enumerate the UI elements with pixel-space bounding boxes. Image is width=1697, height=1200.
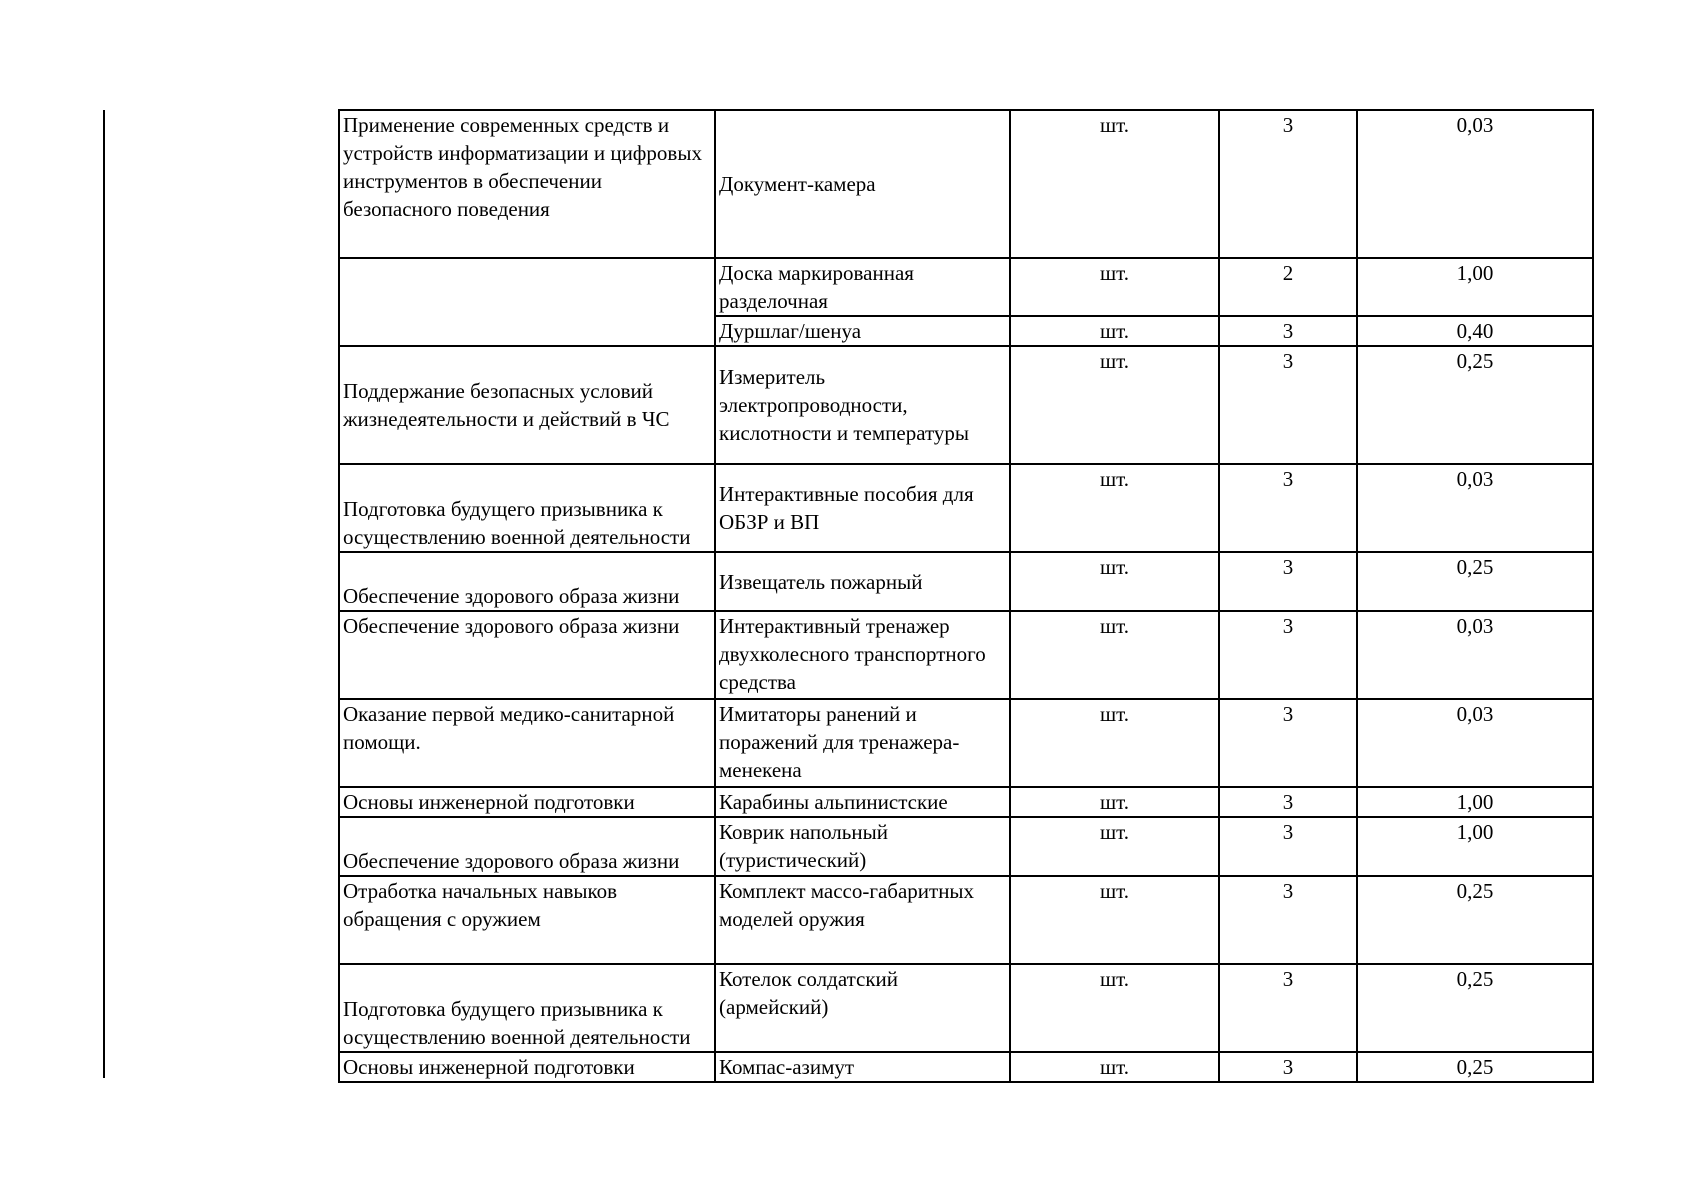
ratio-cell: 0,03 [1357, 699, 1593, 787]
ratio-cell: 0,25 [1357, 876, 1593, 964]
section-cell: Основы инженерной подготовки [339, 1052, 715, 1082]
item-cell: Интерактивный тренажер двухколесного транспортного средства [715, 611, 1010, 699]
table-row [339, 817, 1593, 876]
quantity-cell: 3 [1219, 110, 1357, 258]
ratio-cell: 0,03 [1357, 464, 1593, 552]
ratio-cell: 0,40 [1357, 316, 1593, 346]
table-row [339, 346, 1593, 464]
item-cell: Компас-азимут [715, 1052, 1010, 1082]
unit-cell: шт. [1010, 1052, 1219, 1082]
table-row [339, 876, 1593, 964]
quantity-cell: 3 [1219, 787, 1357, 817]
unit-cell: шт. [1010, 316, 1219, 346]
ratio-cell: 0,25 [1357, 346, 1593, 464]
section-cell: Оказание первой медико-санитарной помощи. [339, 699, 715, 787]
item-cell: Доска маркированная разделочная [715, 258, 1010, 316]
item-cell: Коврик напольный (туристический) [715, 817, 1010, 876]
unit-cell: шт. [1010, 787, 1219, 817]
unit-cell: шт. [1010, 552, 1219, 611]
unit-cell: шт. [1010, 346, 1219, 464]
table-row [339, 699, 1593, 787]
section-cell: Основы инженерной подготовки [339, 787, 715, 817]
quantity-cell: 3 [1219, 699, 1357, 787]
section-cell: Отработка начальных навыков обращения с оружием [339, 876, 715, 964]
ratio-cell: 0,03 [1357, 611, 1593, 699]
unit-cell: шт. [1010, 876, 1219, 964]
unit-cell: шт. [1010, 964, 1219, 1052]
section-cell: Подготовка будущего призывника к осуществлению военной деятельности [339, 464, 715, 552]
quantity-cell: 3 [1219, 611, 1357, 699]
unit-cell: шт. [1010, 817, 1219, 876]
item-cell: Документ-камера [715, 110, 1010, 258]
table-row [339, 552, 1593, 611]
quantity-cell: 3 [1219, 464, 1357, 552]
table-row [339, 964, 1593, 1052]
unit-cell: шт. [1010, 611, 1219, 699]
item-cell: Имитаторы ранений и поражений для тренажера-менекена [715, 699, 1010, 787]
section-cell: Поддержание безопасных условий жизнедеятельности и действий в ЧС [339, 346, 715, 464]
ratio-cell: 1,00 [1357, 787, 1593, 817]
section-cell [339, 258, 715, 346]
section-cell: Применение современных средств и устройств информатизации и цифровых инструментов в обеспечении безопасного поведения [339, 110, 715, 258]
unit-cell: шт. [1010, 110, 1219, 258]
item-cell: Дуршлаг/шенуа [715, 316, 1010, 346]
item-cell: Комплект массо-габаритных моделей оружия [715, 876, 1010, 964]
item-cell: Измеритель электропроводности, кислотности и температуры [715, 346, 1010, 464]
item-cell: Карабины альпинистские [715, 787, 1010, 817]
ratio-cell: 0,25 [1357, 1052, 1593, 1082]
unit-cell: шт. [1010, 258, 1219, 316]
table-row [339, 464, 1593, 552]
quantity-cell: 3 [1219, 552, 1357, 611]
section-cell: Обеспечение здорового образа жизни [339, 611, 715, 699]
section-cell: Обеспечение здорового образа жизни [339, 817, 715, 876]
table-row [339, 611, 1593, 699]
page-margin-line [103, 110, 105, 1078]
quantity-cell: 2 [1219, 258, 1357, 316]
table-row [339, 1052, 1593, 1082]
table-row [339, 110, 1593, 258]
table-row [339, 787, 1593, 817]
table-row [339, 258, 1593, 316]
ratio-cell: 0,03 [1357, 110, 1593, 258]
quantity-cell: 3 [1219, 1052, 1357, 1082]
section-cell: Подготовка будущего призывника к осуществлению военной деятельности [339, 964, 715, 1052]
unit-cell: шт. [1010, 464, 1219, 552]
equipment-table [338, 109, 1594, 1083]
quantity-cell: 3 [1219, 817, 1357, 876]
ratio-cell: 0,25 [1357, 552, 1593, 611]
quantity-cell: 3 [1219, 346, 1357, 464]
item-cell: Извещатель пожарный [715, 552, 1010, 611]
quantity-cell: 3 [1219, 316, 1357, 346]
quantity-cell: 3 [1219, 964, 1357, 1052]
ratio-cell: 1,00 [1357, 817, 1593, 876]
unit-cell: шт. [1010, 699, 1219, 787]
quantity-cell: 3 [1219, 876, 1357, 964]
ratio-cell: 1,00 [1357, 258, 1593, 316]
section-cell: Обеспечение здорового образа жизни [339, 552, 715, 611]
ratio-cell: 0,25 [1357, 964, 1593, 1052]
item-cell: Котелок солдатский (армейский) [715, 964, 1010, 1052]
item-cell: Интерактивные пособия для ОБЗР и ВП [715, 464, 1010, 552]
